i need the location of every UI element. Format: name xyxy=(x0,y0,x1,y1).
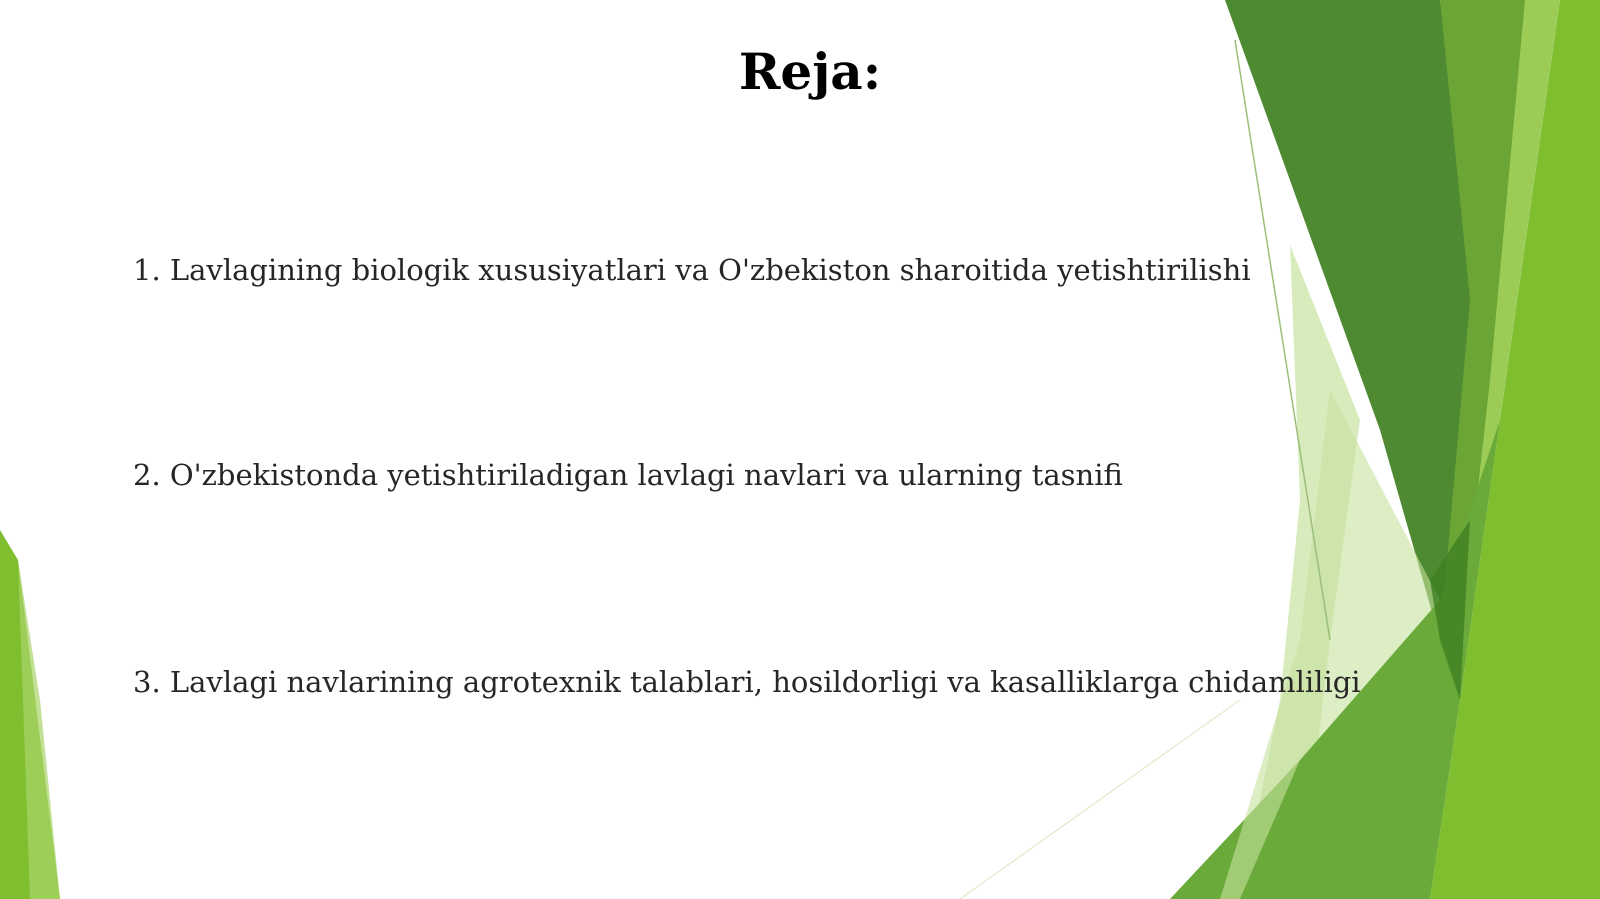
slide-title: Reja: xyxy=(738,42,882,101)
plan-item-2: 2. O'zbekistonda yetishtiriladigan lavlagi navlari va ularning tasnifi xyxy=(133,458,1123,492)
plan-item-3: 3. Lavlagi navlarining agrotexnik talablari, hosildorligi va kasalliklarga chidamliligi xyxy=(133,665,1361,699)
plan-item-1: 1. Lavlagining biologik xususiyatlari va O'zbekiston sharoitida yetishtirilishi xyxy=(133,253,1251,287)
